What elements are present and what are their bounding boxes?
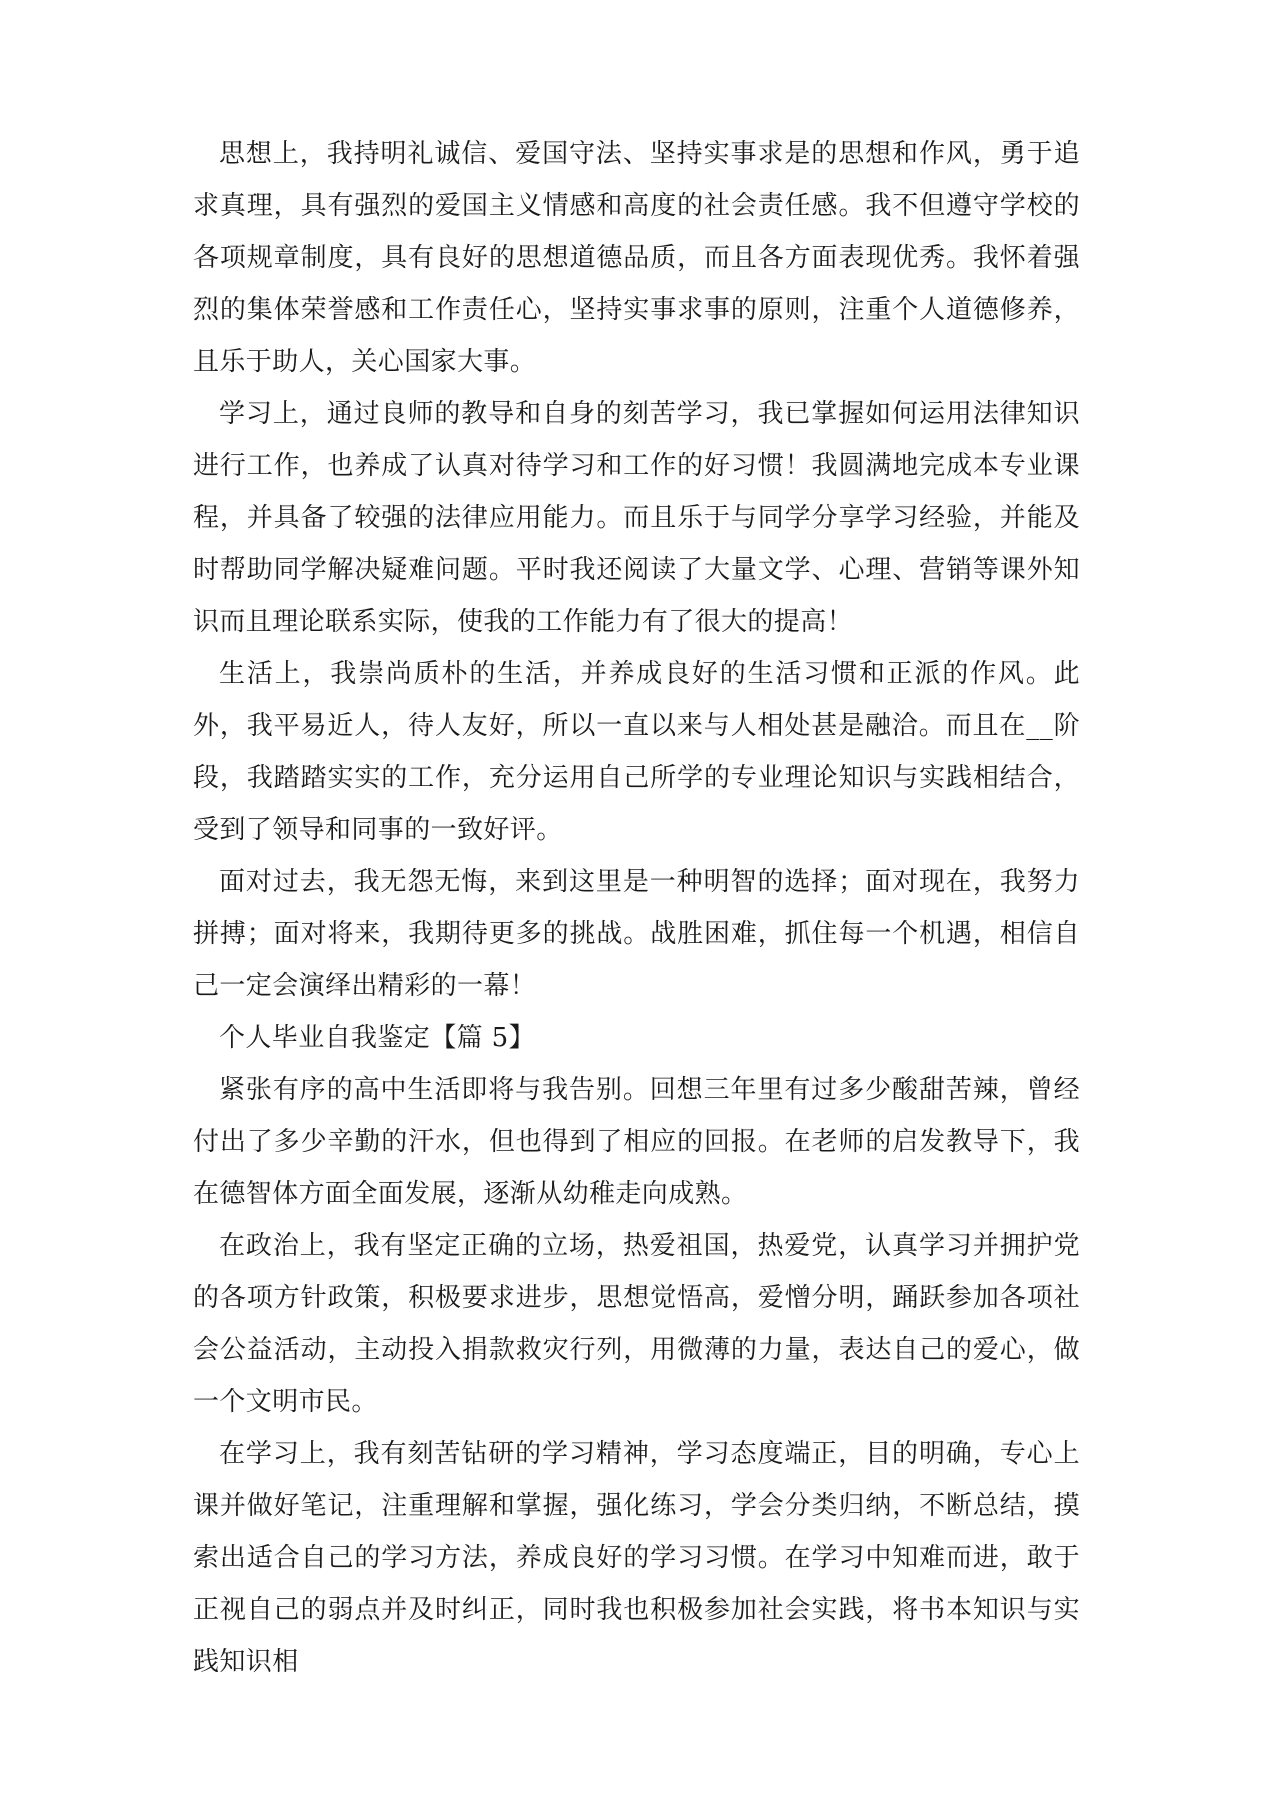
paragraph-politics: 在政治上，我有坚定正确的立场，热爱祖国，热爱党，认真学习并拥护党的各项方针政策，积极要求进步，思想觉悟高，爱憎分明，踊跃参加各项社会公益活动，主动投入捐款救灾行列，用微薄的力量，表达自己的爱心，做一个文明市民。	[193, 1231, 1080, 1417]
section-heading: 个人毕业自我鉴定【篇 5】	[219, 1023, 536, 1053]
paragraph-highschool: 紧张有序的高中生活即将与我告别。回想三年里有过多少酸甜苦辣，曾经付出了多少辛勤的汗水，但也得到了相应的回报。在老师的启发教导下，我在德智体方面全面发展，逐渐从幼稚走向成熟。	[193, 1075, 1080, 1209]
paragraph-ideology: 思想上，我持明礼诚信、爱国守法、坚持实事求是的思想和作风，勇于追求真理，具有强烈的爱国主义情感和高度的社会责任感。我不但遵守学校的各项规章制度，具有良好的思想道德品质，而且各方面表现优秀。我怀着强烈的集体荣誉感和工作责任心，坚持实事求事的原则，注重个人道德修养，且乐于助人，关心国家大事。	[193, 139, 1080, 377]
paragraph-outlook: 面对过去，我无怨无悔，来到这里是一种明智的选择；面对现在，我努力拼搏；面对将来，我期待更多的挑战。战胜困难，抓住每一个机遇，相信自己一定会演绎出精彩的一幕！	[193, 867, 1080, 1001]
paragraph-life: 生活上，我崇尚质朴的生活，并养成良好的生活习惯和正派的作风。此外，我平易近人，待人友好，所以一直以来与人相处甚是融洽。而且在__阶段，我踏踏实实的工作，充分运用自己所学的专业理论知识与实践相结合，受到了领导和同事的一致好评。	[193, 659, 1080, 845]
paragraph-learning: 在学习上，我有刻苦钻研的学习精神，学习态度端正，目的明确，专心上课并做好笔记，注重理解和掌握，强化练习，学会分类归纳，不断总结，摸索出适合自己的学习方法，养成良好的学习习惯。在学习中知难而进，敢于正视自己的弱点并及时纠正，同时我也积极参加社会实践，将书本知识与实践知识相	[193, 1439, 1080, 1677]
paragraph-study: 学习上，通过良师的教导和自身的刻苦学习，我已掌握如何运用法律知识进行工作，也养成了认真对待学习和工作的好习惯！我圆满地完成本专业课程，并具备了较强的法律应用能力。而且乐于与同学分享学习经验，并能及时帮助同学解决疑难问题。平时我还阅读了大量文学、心理、营销等课外知识而且理论联系实际，使我的工作能力有了很大的提高！	[193, 399, 1080, 637]
document-page	[193, 128, 1080, 1688]
